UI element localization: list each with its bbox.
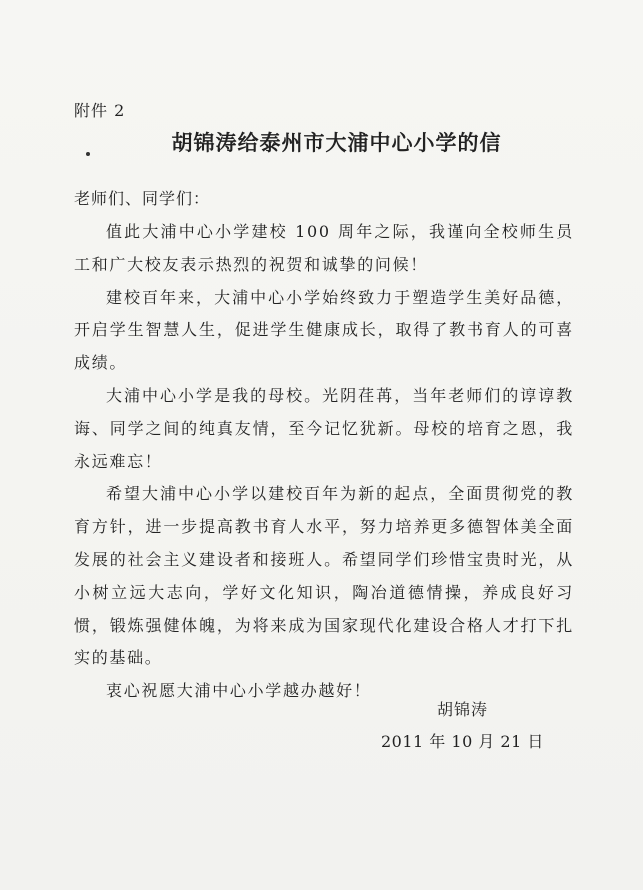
paragraph: 大浦中心小学是我的母校。光阴荏苒，当年老师们的谆谆教诲、同学之间的纯真友情，至今记忆犹新。母校的培育之恩，我永远难忘！	[74, 385, 574, 471]
attachment-label: 附件 2	[74, 101, 126, 120]
salutation: 老师们、同学们：	[74, 189, 211, 208]
stray-dot-mark	[86, 152, 90, 156]
signature: 胡锦涛	[437, 700, 489, 719]
paragraph: 衷心祝愿大浦中心小学越办越好！	[106, 681, 372, 701]
letter-date: 2011 年 10 月 21 日	[381, 732, 544, 751]
paragraph: 希望大浦中心小学以建校百年为新的起点，全面贯彻党的教育方针，进一步提高教书育人水平，努力培养更多德智体美全面发展的社会主义建设者和接班人。希望同学们珍惜宝贵时光，从小树立远大志向，学好文化知识，陶冶道德情操，养成良好习惯，锻炼强健体魄，为将来成为国家现代化建设合格人才打下扎实的基础。	[74, 484, 574, 668]
letter-title: 胡锦涛给泰州市大浦中心小学的信	[171, 130, 502, 155]
paragraph: 值此大浦中心小学建校 100 周年之际，我谨向全校师生员工和广大校友表示热烈的祝贺和诚挚的问候！	[74, 222, 574, 274]
letter-body	[74, 216, 574, 708]
paragraph: 建校百年来，大浦中心小学始终致力于塑造学生美好品德，开启学生智慧人生，促进学生健康成长，取得了教书育人的可喜成绩。	[74, 287, 574, 373]
